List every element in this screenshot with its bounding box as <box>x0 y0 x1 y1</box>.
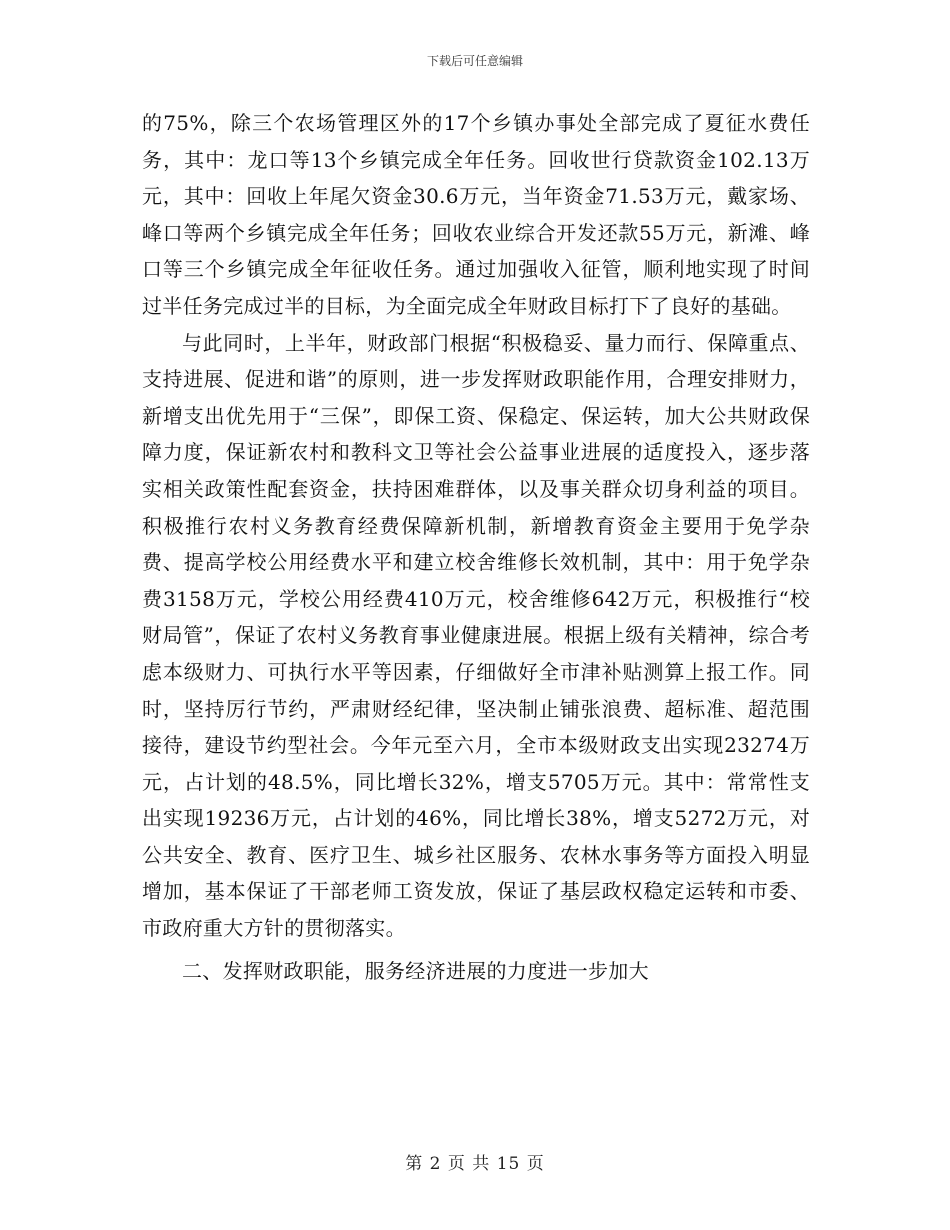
section-heading: 二、发挥财政职能，服务经济进展的力度进一步加大 <box>182 958 649 983</box>
paragraph-expenditure: 与此同时，上半年，财政部门根据“积极稳妥、量力而行、保障重点、支持进展、促进和谐”的原则，进一步发挥财政职能作用，合理安排财力，新增支出优先用于“三保”，即保工资、保稳定、保运转，加大公共财政保障力度，保证新农村和教科文卫等社会公益事业进展的适度投入，逐步落实相关政策性配套资金，扶持困难群体，以及事关群众切身利益的项目。积极推行农村义务教育经费保障新机制，新增教育资金主要用于免学杂费、提高学校公用经费水平和建立校舍维修长效机制，其中：用于免学杂费3158万元，学校公用经费410万元，校舍维修642万元，积极推行“校财局管”，保证了农村义务教育事业健康进展。根据上级有关精神，综合考虑本级财力、可执行水平等因素，仔细做好全市津补贴测算上报工作。同时，坚持厉行节约，严肃财经纪律，坚决制止铺张浪费、超标准、超范围接待，建设节约型社会。今年元至六月，全市本级财政支出实现23274万元，占计划的48.5%，同比增长32%，增支5705万元。其中：常常性支出实现19236万元，占计划的46%，同比增长38%，增支5272万元，对公共安全、教育、医疗卫生、城乡社区服务、农林水事务等方面投入明显增加，基本保证了干部老师工资发放，保证了基层政权稳定运转和市委、市政府重大方针的贯彻落实。 <box>142 330 810 941</box>
page-number: 第 2 页 共 15 页 <box>405 1154 545 1174</box>
page-header: 下载后可任意编辑 <box>426 54 523 68</box>
document-body <box>142 105 810 989</box>
paragraph-revenue-continuation: 的75%，除三个农场管理区外的17个乡镇办事处全部完成了夏征水费任务，其中：龙口等13个乡镇完成全年任务。回收世行贷款资金102.13万元，其中：回收上年尾欠资金30.6万元，当年资金71.53万元，戴家场、峰口等两个乡镇完成全年任务；回收农业综合开发还款55万元，新滩、峰口等三个乡镇完成全年征收任务。通过加强收入征管，顺利地实现了时间过半任务完成过半的目标，为全面完成全年财政目标打下了良好的基础。 <box>142 111 810 318</box>
